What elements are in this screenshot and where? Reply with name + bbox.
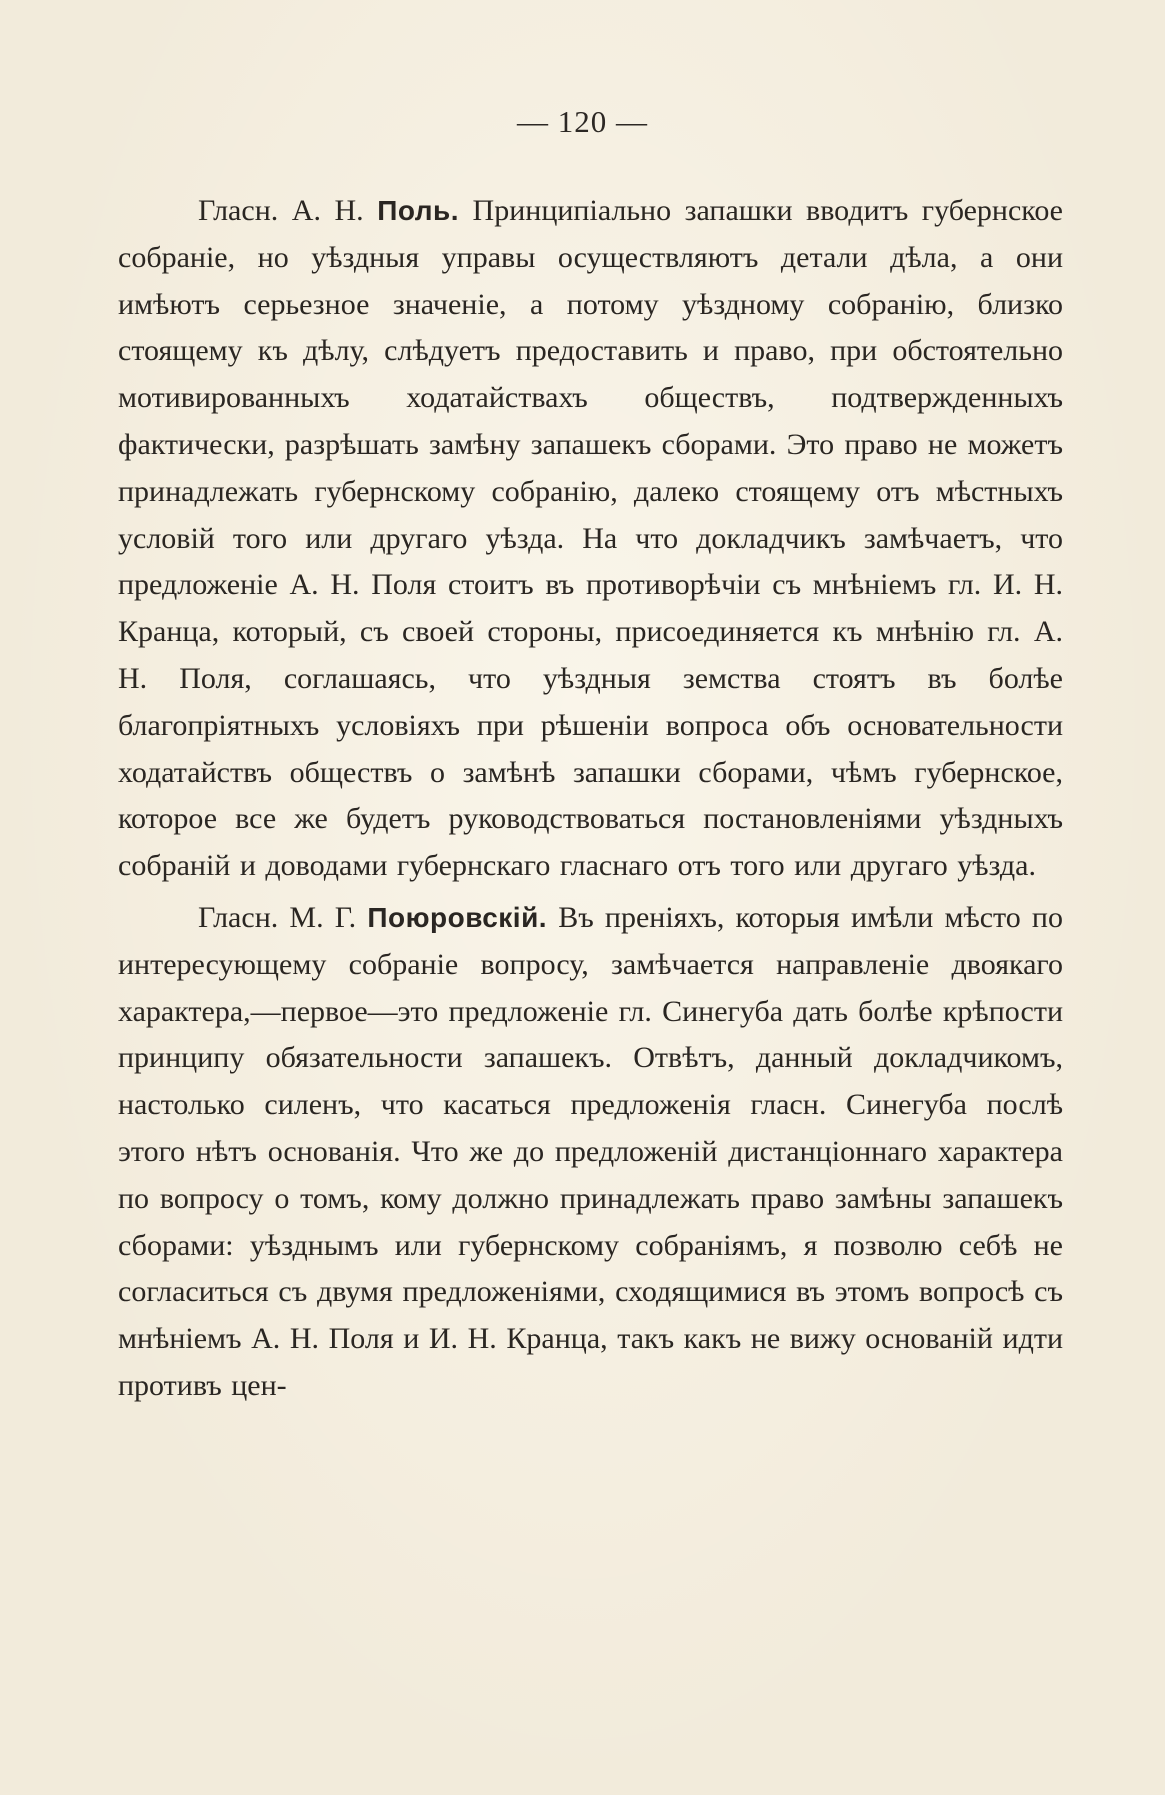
paragraph-poyurovsky: [118, 895, 1063, 1410]
speaker-name: Поль.: [377, 195, 460, 226]
page-number: — 120 —: [517, 104, 648, 139]
paragraph-text: Въ преніяхъ, которыя имѣли мѣсто по интересующему собраніе вопросу, замѣчается направленіе двоякаго характера,—первое—это предложеніе гл. Синегуба дать болѣе крѣпости принципу обязательности запашекъ. Отвѣтъ, данный докладчикомъ, настолько силенъ, что касаться предложенія гласн. Синегуба послѣ этого нѣтъ основанія. Что же до предложеній дистанціоннаго характера по вопросу о томъ, кому должно принадлежать право замѣны запашекъ сборами: уѣзднымъ или губернскому собраніямъ, я позволю себѣ не согласиться съ двумя предложеніями, сходящимися въ этомъ вопросѣ съ мнѣніемъ А. Н. Поля и И. Н. Кранца, такъ какъ не вижу основаній идти противъ цен-: [118, 900, 1063, 1402]
paragraph-text: Принципіально запашки вводитъ губернское собраніе, но уѣздныя управы осуществляютъ детали дѣла, а они имѣютъ серьезное значеніе, а потому уѣздному собранію, близко стоящему къ дѣлу, слѣдуетъ предоставить и право, при обстоятельно мотивированныхъ ходатайствахъ обществъ, подтвержденныхъ фактически, разрѣшать замѣну запашекъ сборами. Это право не можетъ принадлежать губернскому собранію, далеко стоящему отъ мѣстныхъ условій того или другаго уѣзда. На что докладчикъ замѣчаетъ, что предложеніе А. Н. Поля стоитъ въ противорѣчіи съ мнѣніемъ гл. И. Н. Кранца, который, съ своей стороны, присоединяется къ мнѣнію гл. А. Н. Поля, соглашаясь, что уѣздныя земства стоятъ въ болѣе благопріятныхъ условіяхъ при рѣшеніи вопроса объ основательности ходатайствъ обществъ о замѣнѣ запашки сборами, чѣмъ губернское, которое все же будетъ руководствоваться постановленіями уѣздныхъ собраній и доводами губернскаго гласнаго отъ того или другаго уѣзда.: [118, 194, 1063, 883]
speaker-name: Поюровскій.: [367, 901, 548, 933]
paragraph-pol: [118, 188, 1063, 890]
body-text: [118, 188, 1063, 1415]
speaker-title: Гласн. А. Н.: [198, 194, 378, 227]
speaker-title: Гласн. М. Г.: [198, 900, 368, 934]
